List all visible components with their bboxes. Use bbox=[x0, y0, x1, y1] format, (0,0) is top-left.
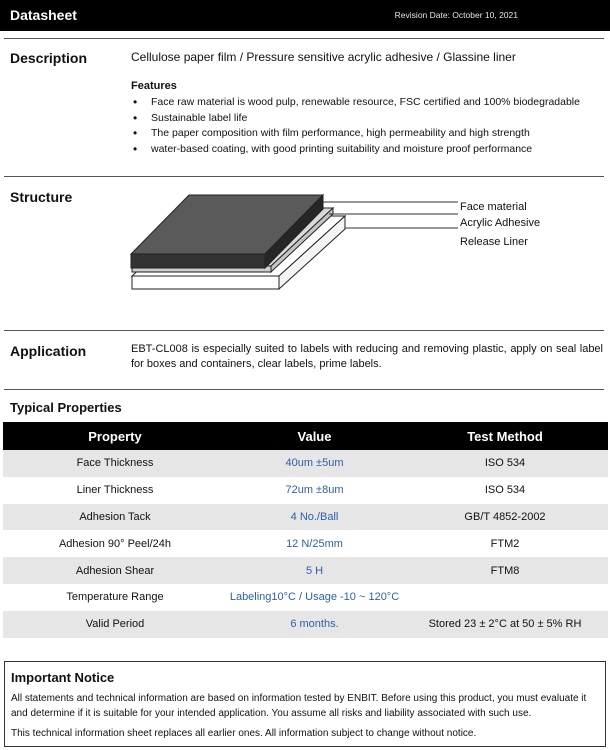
label-face-material: Face material bbox=[460, 201, 527, 213]
page-title: Datasheet bbox=[10, 7, 77, 23]
header-bar bbox=[0, 0, 610, 31]
structure-heading: Structure bbox=[10, 189, 73, 205]
column-header-value: Value bbox=[227, 422, 402, 450]
table-row bbox=[3, 504, 608, 531]
property-cell: Liner Thickness bbox=[3, 477, 227, 504]
label-acrylic-adhesive: Acrylic Adhesive bbox=[460, 217, 541, 229]
test-method-cell: FTM2 bbox=[402, 530, 608, 557]
property-cell: Face Thickness bbox=[3, 450, 227, 477]
application-text: EBT-CL008 is especially suited to labels with reducing and removing plastic, apply on seal label for boxes and containers, clear labels, prime labels. bbox=[131, 343, 603, 370]
feature-item: • water-based coating, with good printing suitability and moisture proof performance bbox=[131, 142, 580, 158]
property-cell: Valid Period bbox=[3, 611, 227, 638]
test-method-cell: ISO 534 bbox=[402, 477, 608, 504]
test-method-cell: FTM8 bbox=[402, 557, 608, 584]
test-method-cell: ISO 534 bbox=[402, 450, 608, 477]
feature-item: • Sustainable label life bbox=[131, 111, 580, 127]
divider bbox=[4, 330, 604, 331]
label-release-liner: Release Liner bbox=[460, 236, 528, 248]
layer-structure-diagram bbox=[125, 188, 465, 298]
table-row bbox=[3, 557, 608, 584]
value-cell: Labeling10°C / Usage -10 ~ 120°C bbox=[227, 584, 402, 611]
property-cell: Adhesion Tack bbox=[3, 504, 227, 531]
feature-item: • The paper composition with film performance, high permeability and high strength bbox=[131, 126, 580, 142]
divider bbox=[4, 176, 604, 177]
test-method-cell: GB/T 4852-2002 bbox=[402, 504, 608, 531]
column-header-property: Property bbox=[3, 422, 227, 450]
property-cell: Temperature Range bbox=[3, 584, 227, 611]
divider bbox=[4, 389, 604, 390]
value-cell: 40um ±5um bbox=[227, 450, 402, 477]
description-text: Cellulose paper film / Pressure sensitive acrylic adhesive / Glassine liner bbox=[131, 50, 516, 64]
feature-item: • Face raw material is wood pulp, renewable resource, FSC certified and 100% biodegradable bbox=[131, 95, 580, 111]
features-heading: Features bbox=[131, 80, 177, 92]
notice-heading: Important Notice bbox=[11, 670, 115, 685]
notice-paragraph: This technical information sheet replaces all earlier ones. All information subject to change without notice. bbox=[11, 728, 477, 739]
application-heading: Application bbox=[10, 343, 87, 359]
typical-properties-heading: Typical Properties bbox=[10, 400, 122, 415]
value-cell: 4 No./Ball bbox=[227, 504, 402, 531]
important-notice-box bbox=[4, 661, 606, 747]
properties-table bbox=[3, 422, 608, 638]
property-cell: Adhesion 90° Peel/24h bbox=[3, 530, 227, 557]
value-cell: 5 H bbox=[227, 557, 402, 584]
test-method-cell bbox=[402, 584, 608, 611]
table-row bbox=[3, 477, 608, 504]
revision-date: Revision Date: October 10, 2021 bbox=[394, 10, 518, 20]
value-cell: 12 N/25mm bbox=[227, 530, 402, 557]
value-cell: 6 months. bbox=[227, 611, 402, 638]
table-row bbox=[3, 530, 608, 557]
divider bbox=[4, 38, 604, 39]
notice-paragraph: All statements and technical information are based on information tested by ENBIT. Before using this product, you must evaluate it and determine if it is suitable for your intended application. You assume all risks and liability associated with such use. bbox=[11, 693, 587, 719]
property-cell: Adhesion Shear bbox=[3, 557, 227, 584]
table-header-row bbox=[3, 422, 608, 450]
features-list bbox=[131, 95, 580, 157]
test-method-cell: Stored 23 ± 2°C at 50 ± 5% RH bbox=[402, 611, 608, 638]
value-cell: 72um ±8um bbox=[227, 477, 402, 504]
table-row bbox=[3, 450, 608, 477]
description-heading: Description bbox=[10, 50, 88, 66]
table-row bbox=[3, 584, 608, 611]
column-header-test-method: Test Method bbox=[402, 422, 608, 450]
table-row bbox=[3, 611, 608, 638]
